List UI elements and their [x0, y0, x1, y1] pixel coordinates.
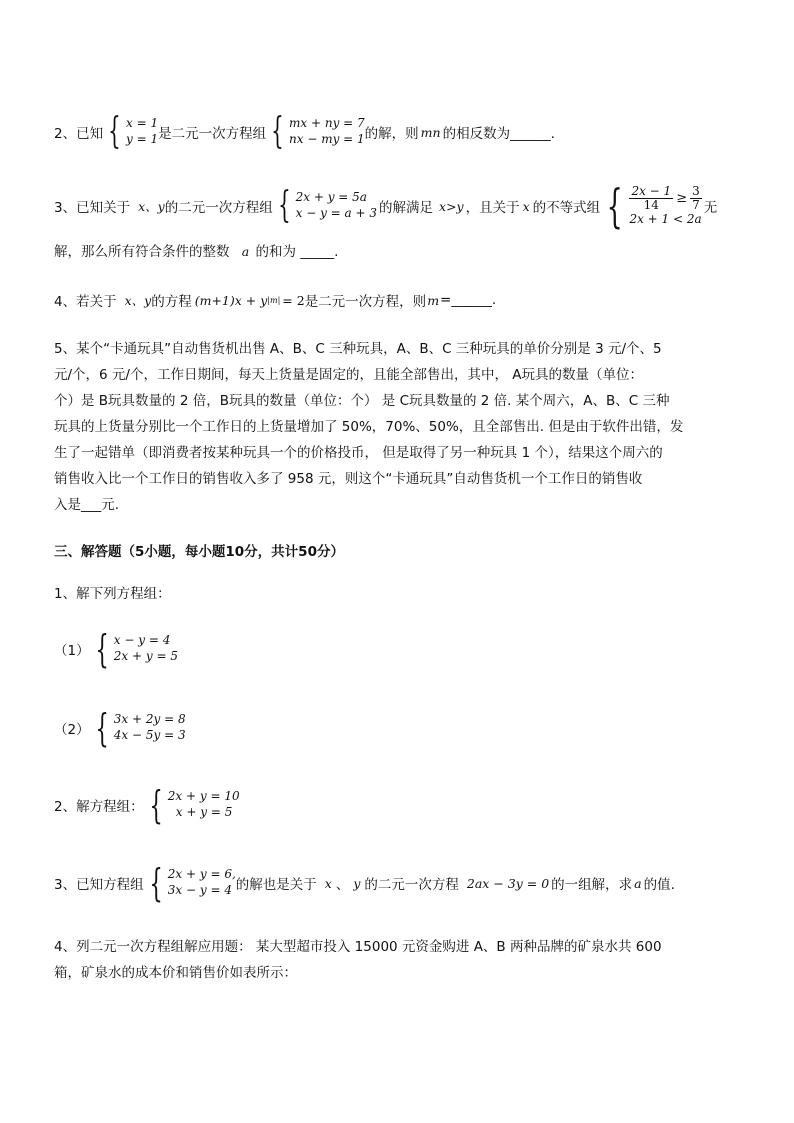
- q3-text-3: 的解满足: [379, 200, 434, 216]
- q3-text-2: 的二元一次方程组: [164, 200, 273, 216]
- q4-text-1: 若关于: [76, 294, 117, 310]
- a3-text-3: 的一组解，求: [551, 877, 633, 893]
- a3-text-2: 的二元一次方程: [364, 877, 459, 893]
- section-3-title: 三、解答题（5小题，每小题10分，共计50分）: [54, 544, 344, 560]
- q3-a-variable: a: [241, 244, 250, 259]
- a3-x-variable: x: [324, 875, 332, 891]
- a4-line-2: 箱，矿泉水的成本价和销售价如表所示：: [54, 965, 297, 981]
- a1-part-1: [54, 628, 178, 670]
- question-3-line-2: [54, 240, 338, 260]
- question-5: [54, 336, 740, 518]
- a1-sys1-line-2: 2x + y = 5: [113, 649, 178, 663]
- a1-heading: 1、解下列方程组：: [54, 586, 171, 602]
- a1-part-2-label: （2）: [54, 722, 90, 738]
- q4-vars: x、y: [124, 293, 152, 308]
- q4-text-4: =______.: [440, 292, 497, 308]
- a3-separator: 、: [335, 877, 350, 893]
- q4-text-3: 是二元一次方程，则: [304, 294, 427, 310]
- q3-text-5: 的不等式组: [532, 200, 601, 216]
- a3-text-1: 的解也是关于: [235, 877, 317, 893]
- q2-sys2-line-1: mx + ny = 7: [289, 116, 365, 131]
- q2-sys1-line-2: y = 1: [126, 132, 159, 146]
- q5-line-6: 销售收入比一个工作日的销售收入多了 958 元，则这个“卡通玩具”自动售货机一个工作日的销售收: [54, 471, 643, 487]
- a1-sys2-line-1: 3x + 2y = 8: [113, 712, 186, 727]
- q3-line2-b: 的和为 _____.: [255, 244, 339, 260]
- q4-m-variable: m: [427, 292, 440, 308]
- a2-sys-line-1: 2x + y = 10: [167, 789, 240, 804]
- q3-x-variable: x: [522, 198, 530, 214]
- a2-sys-line-2: x + y = 5: [175, 805, 233, 819]
- q3-text-6: 无: [703, 200, 718, 216]
- question-3: [54, 179, 718, 233]
- q3-text-1: 已知关于: [76, 200, 131, 216]
- q2-equation-system: { mx + ny = 7 nx − my = 1: [271, 111, 365, 152]
- q4-number: 4、: [54, 294, 77, 310]
- q2-solution-system: { x = 1 y = 1: [108, 111, 159, 152]
- a1-system-1: { x − y = 4 2x + y = 5: [95, 627, 178, 671]
- q3-ineq1-operator: ≥: [676, 191, 688, 206]
- a3-text-4: 的值.: [643, 877, 675, 893]
- q2-sys2-line-2: nx − my = 1: [289, 132, 365, 146]
- q5-line-5: 生了一起错单（即消费者按某种玩具一个的价格投币， 但是取得了另一种玩具 1 个），结果这个周六的: [54, 445, 663, 461]
- q2-text-3: 的解，则: [364, 126, 419, 142]
- a3-system: { 2x + y = 6, 3x − y = 4: [149, 861, 236, 905]
- q3-vars: x、y: [138, 199, 165, 214]
- a3-a-variable: a: [634, 875, 642, 891]
- q3-ineq2: 2x + 1 < 2a: [629, 212, 702, 227]
- a4: [54, 934, 740, 986]
- q2-variable: mn: [420, 124, 441, 140]
- a4-line-1: 4、列二元一次方程组解应用题： 某大型超市投入 15000 元资金购进 A、B 两种品牌的矿泉水共 600: [54, 939, 662, 955]
- q3-equation-system: { 2x + y = 5a x − y = a + 3: [277, 185, 378, 226]
- a2-system: { 2x + y = 10 x + y = 5: [149, 783, 240, 827]
- q3-condition: x>y: [439, 198, 464, 214]
- a1-part-1-label: （1）: [54, 643, 90, 659]
- q3-sys-line-1: 2x + y = 5a: [295, 190, 367, 205]
- q4-text-2: 的方程: [151, 294, 192, 310]
- q5-line-3: 个）是 B玩具数量的 2 倍，B玩具的数量（单位：个） 是 C玩具数量的 2 倍. 某个周六，A、B、C 三种: [54, 393, 670, 409]
- q2-text-2: 是二元一次方程组: [158, 126, 267, 142]
- q5-line-2: 元/个，6 元/个，工作日期间，每天上货量是固定的，且能全部售出，其中， A玩具的数量（单位：: [54, 367, 644, 383]
- q2-text-1: 已知: [76, 126, 104, 142]
- q3-line2-a: 解，那么所有符合条件的整数: [54, 244, 230, 260]
- a3-text-0: 3、已知方程组: [54, 877, 144, 893]
- a3-sys-line-1: 2x + y = 6,: [167, 867, 236, 882]
- a2: [54, 784, 240, 826]
- q5-line-7: 入是___元.: [54, 497, 120, 513]
- a1-part-2: [54, 707, 186, 749]
- a1-sys2-line-2: 4x − 5y = 3: [113, 728, 186, 742]
- q3-ineq1-right-fraction: $\frac{3}{7}$: [692, 184, 700, 213]
- question-2: [54, 112, 555, 152]
- q3-number: 3、: [54, 200, 77, 216]
- q2-number: 2、: [54, 126, 77, 142]
- a2-heading: 2、解方程组：: [54, 799, 144, 815]
- question-4: [54, 288, 496, 312]
- q4-equation-rhs: = 2: [282, 292, 305, 308]
- q2-text-4: 的相反数为______.: [442, 126, 555, 142]
- a1-sys1-line-1: x − y = 4: [113, 633, 171, 648]
- a1-system-2: { 3x + 2y = 8 4x − 5y = 3: [95, 706, 186, 750]
- a3-sys-line-2: 3x − y = 4: [167, 883, 232, 897]
- a3: [54, 862, 675, 904]
- q3-inequality-system: { $\frac{2x - 1}{14}$ ≥ $\frac{3}{7}$ 2x + 1 < 2a: [606, 179, 702, 233]
- q4-equation: (m+1)x + y: [194, 292, 268, 308]
- q3-ineq1-left-fraction: $\frac{2x - 1}{14}$: [631, 184, 672, 213]
- q3-sys-line-2: x − y = a + 3: [295, 206, 378, 220]
- q5-line-1: 5、某个“卡通玩具”自动售货机出售 A、B、C 三种玩具，A、B、C 三种玩具的单价分别是 3 元/个、5: [54, 341, 662, 357]
- q4-exponent: |m|: [267, 295, 281, 305]
- a3-equation: 2ax − 3y = 0: [466, 875, 550, 891]
- q3-text-4: ，且关于: [465, 200, 520, 216]
- q2-sys1-line-1: x = 1: [126, 116, 159, 131]
- q5-line-4: 玩具的上货量分别比一个工作日的上货量增加了 50%，70%、50%，且全部售出. 但是由于软件出错，发: [54, 419, 684, 435]
- a3-y-variable: y: [353, 875, 361, 891]
